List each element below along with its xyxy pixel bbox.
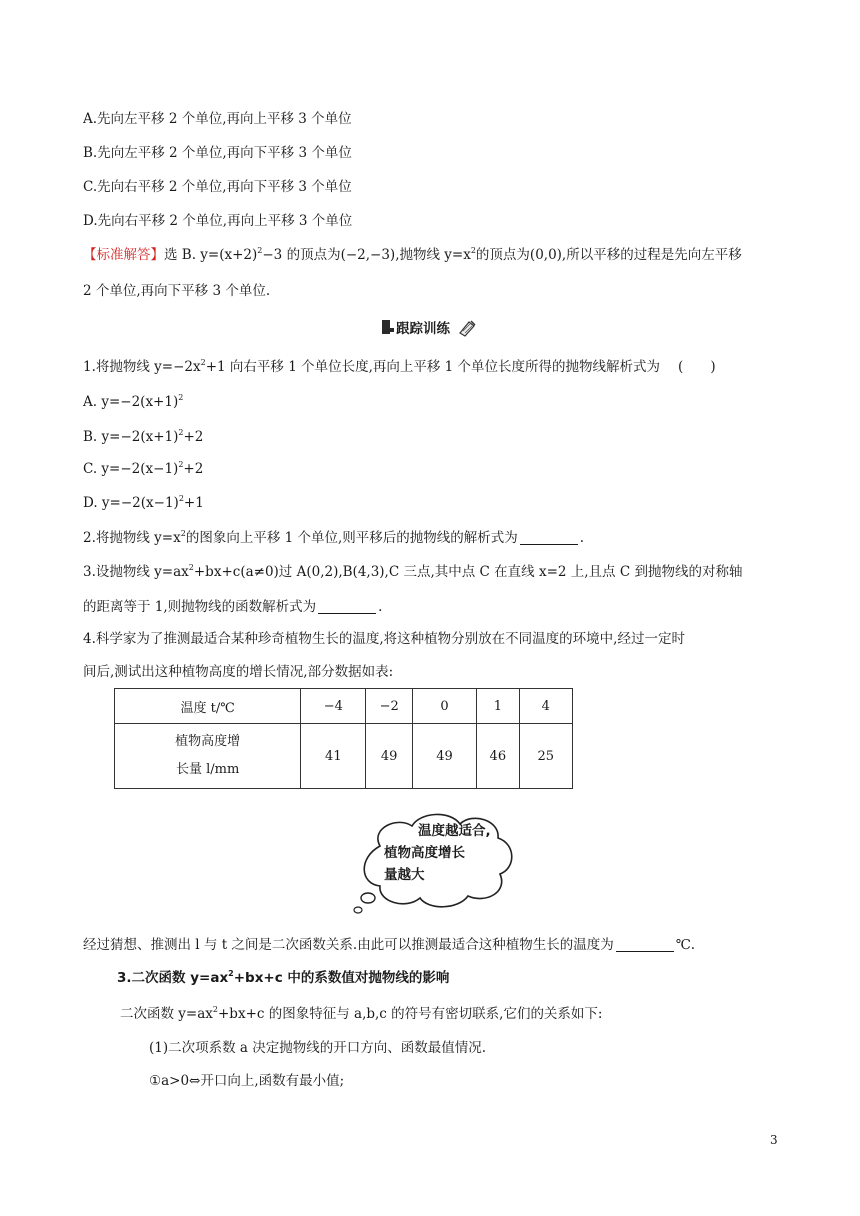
superscript: 2 <box>228 969 234 978</box>
option-text: +1 <box>183 495 204 511</box>
section3-title <box>117 968 449 988</box>
q4-stem-line-1: 4.科学家为了推测最适合某种珍奇植物生长的温度,将这种植物分别放在不同温度的环境中,经过一定时 <box>83 631 685 647</box>
para-text: +bx+c 的图象特征与 a,b,c 的符号有密切联系,它们的关系如下: <box>218 1006 603 1022</box>
option-text: +2 <box>183 429 204 445</box>
q-text: . <box>579 530 585 546</box>
q3-stem-line-1 <box>83 562 742 582</box>
superscript: 2 <box>212 1005 218 1014</box>
q-text: 3.设抛物线 y=ax <box>83 564 189 580</box>
option-text: D. y=−2(x−1) <box>83 495 179 511</box>
q1-option-a <box>83 392 183 412</box>
answer-parens: ( ) <box>678 359 716 375</box>
q-text: 的图象向上平移 1 个单位,则平移后的抛物线的解析式为 <box>185 530 518 546</box>
answer-line-2: 2 个单位,再向下平移 3 个单位. <box>83 283 271 299</box>
superscript: 2 <box>178 393 184 402</box>
banner-mark-icon <box>384 328 394 332</box>
section-banner <box>382 316 478 338</box>
page-number: 3 <box>770 1133 778 1147</box>
q-text: 的距离等于 1,则抛物线的函数解析式为 <box>83 599 317 615</box>
cloud-line: 量越大 <box>384 867 425 883</box>
superscript: 2 <box>188 563 194 572</box>
header-line: 长量 l/mm <box>175 762 240 777</box>
para-text: 二次函数 y=ax <box>120 1006 213 1022</box>
q1-stem <box>83 357 716 377</box>
section3-item-1a: ①a>0⇔开口向上,函数有最小值; <box>149 1073 345 1089</box>
fill-blank[interactable] <box>520 530 578 545</box>
table-cell: 49 <box>412 724 476 789</box>
q4-conclusion <box>83 935 695 955</box>
q2-stem <box>83 528 584 548</box>
section3-item-1: (1)二次项系数 a 决定抛物线的开口方向、函数最值情况. <box>149 1040 487 1056</box>
table-header-cell <box>115 724 301 789</box>
table-cell: 46 <box>477 724 520 789</box>
superscript: 2 <box>200 358 206 367</box>
q1-option-c <box>83 459 203 479</box>
option-text: C. y=−2(x−1) <box>83 461 179 477</box>
fill-blank[interactable] <box>616 937 674 952</box>
cloud-text <box>384 820 491 886</box>
data-table <box>114 688 573 789</box>
q-text: ℃. <box>675 937 696 953</box>
fill-blank[interactable] <box>318 599 376 614</box>
notepad-icon <box>457 319 477 337</box>
answer-text: −3 的顶点为(−2,−3),抛物线 y=x <box>262 247 471 263</box>
q-text: 1.将抛物线 y=−2x <box>83 359 201 375</box>
table-cell: 49 <box>366 724 413 789</box>
q-text: 经过猜想、推测出 l 与 t 之间是二次函数关系.由此可以推测最适合这种植物生长的温度为 <box>83 937 614 953</box>
answer-line-1 <box>83 245 742 265</box>
q-text: +bx+c(a≠0)过 A(0,2),B(4,3),C 三点,其中点 C 在直线 x=2 上,且点 C 到抛物线的对称轴 <box>193 564 743 580</box>
cloud-line: 温度越适合, <box>418 823 491 839</box>
table-cell: 41 <box>301 724 366 789</box>
superscript: 2 <box>180 529 186 538</box>
table-cell: −2 <box>366 689 413 724</box>
table-cell: −4 <box>301 689 366 724</box>
option-text: +2 <box>183 461 204 477</box>
header-line: 植物高度增 <box>175 734 241 749</box>
superscript: 2 <box>257 246 263 255</box>
q4-stem-line-2: 间后,测试出这种植物高度的增长情况,部分数据如表: <box>83 664 394 680</box>
superscript: 2 <box>178 494 184 503</box>
superscript: 2 <box>470 246 476 255</box>
table-cell: 0 <box>412 689 476 724</box>
superscript: 2 <box>178 428 184 437</box>
option-b: B.先向左平移 2 个单位,再向下平移 3 个单位 <box>83 145 352 161</box>
title-text: +bx+c 中的系数值对抛物线的影响 <box>233 970 450 986</box>
option-c: C.先向右平移 2 个单位,再向下平移 3 个单位 <box>83 179 352 195</box>
banner-title: 跟踪训练 <box>396 321 450 337</box>
superscript: 2 <box>178 460 184 469</box>
option-text: B. y=−2(x+1) <box>83 429 179 445</box>
option-text: A. y=−2(x+1) <box>83 394 179 410</box>
q-text: 2.将抛物线 y=x <box>83 530 181 546</box>
q3-stem-line-2 <box>83 597 382 617</box>
answer-tag: 【标准解答】 <box>83 247 164 263</box>
q1-option-d <box>83 493 204 513</box>
table-cell: 4 <box>519 689 572 724</box>
section3-paragraph <box>120 1004 603 1024</box>
title-text: 3.二次函数 y=ax <box>117 970 229 986</box>
q-text: . <box>378 599 383 615</box>
answer-text: 的顶点为(0,0),所以平移的过程是先向左平移 <box>475 247 742 263</box>
table-row <box>115 724 573 789</box>
table-header-cell: 温度 t/℃ <box>115 689 301 724</box>
option-d: D.先向右平移 2 个单位,再向上平移 3 个单位 <box>83 213 353 229</box>
table-row <box>115 689 573 724</box>
option-a: A.先向左平移 2 个单位,再向上平移 3 个单位 <box>83 111 352 127</box>
q-text: +1 向右平移 1 个单位长度,再向上平移 1 个单位长度所得的抛物线解析式为 <box>205 359 661 375</box>
q1-option-b <box>83 427 203 447</box>
answer-text: 选 B. y=(x+2) <box>164 247 258 263</box>
table-cell: 1 <box>477 689 520 724</box>
cloud-line: 植物高度增长 <box>384 845 465 861</box>
table-cell: 25 <box>519 724 572 789</box>
